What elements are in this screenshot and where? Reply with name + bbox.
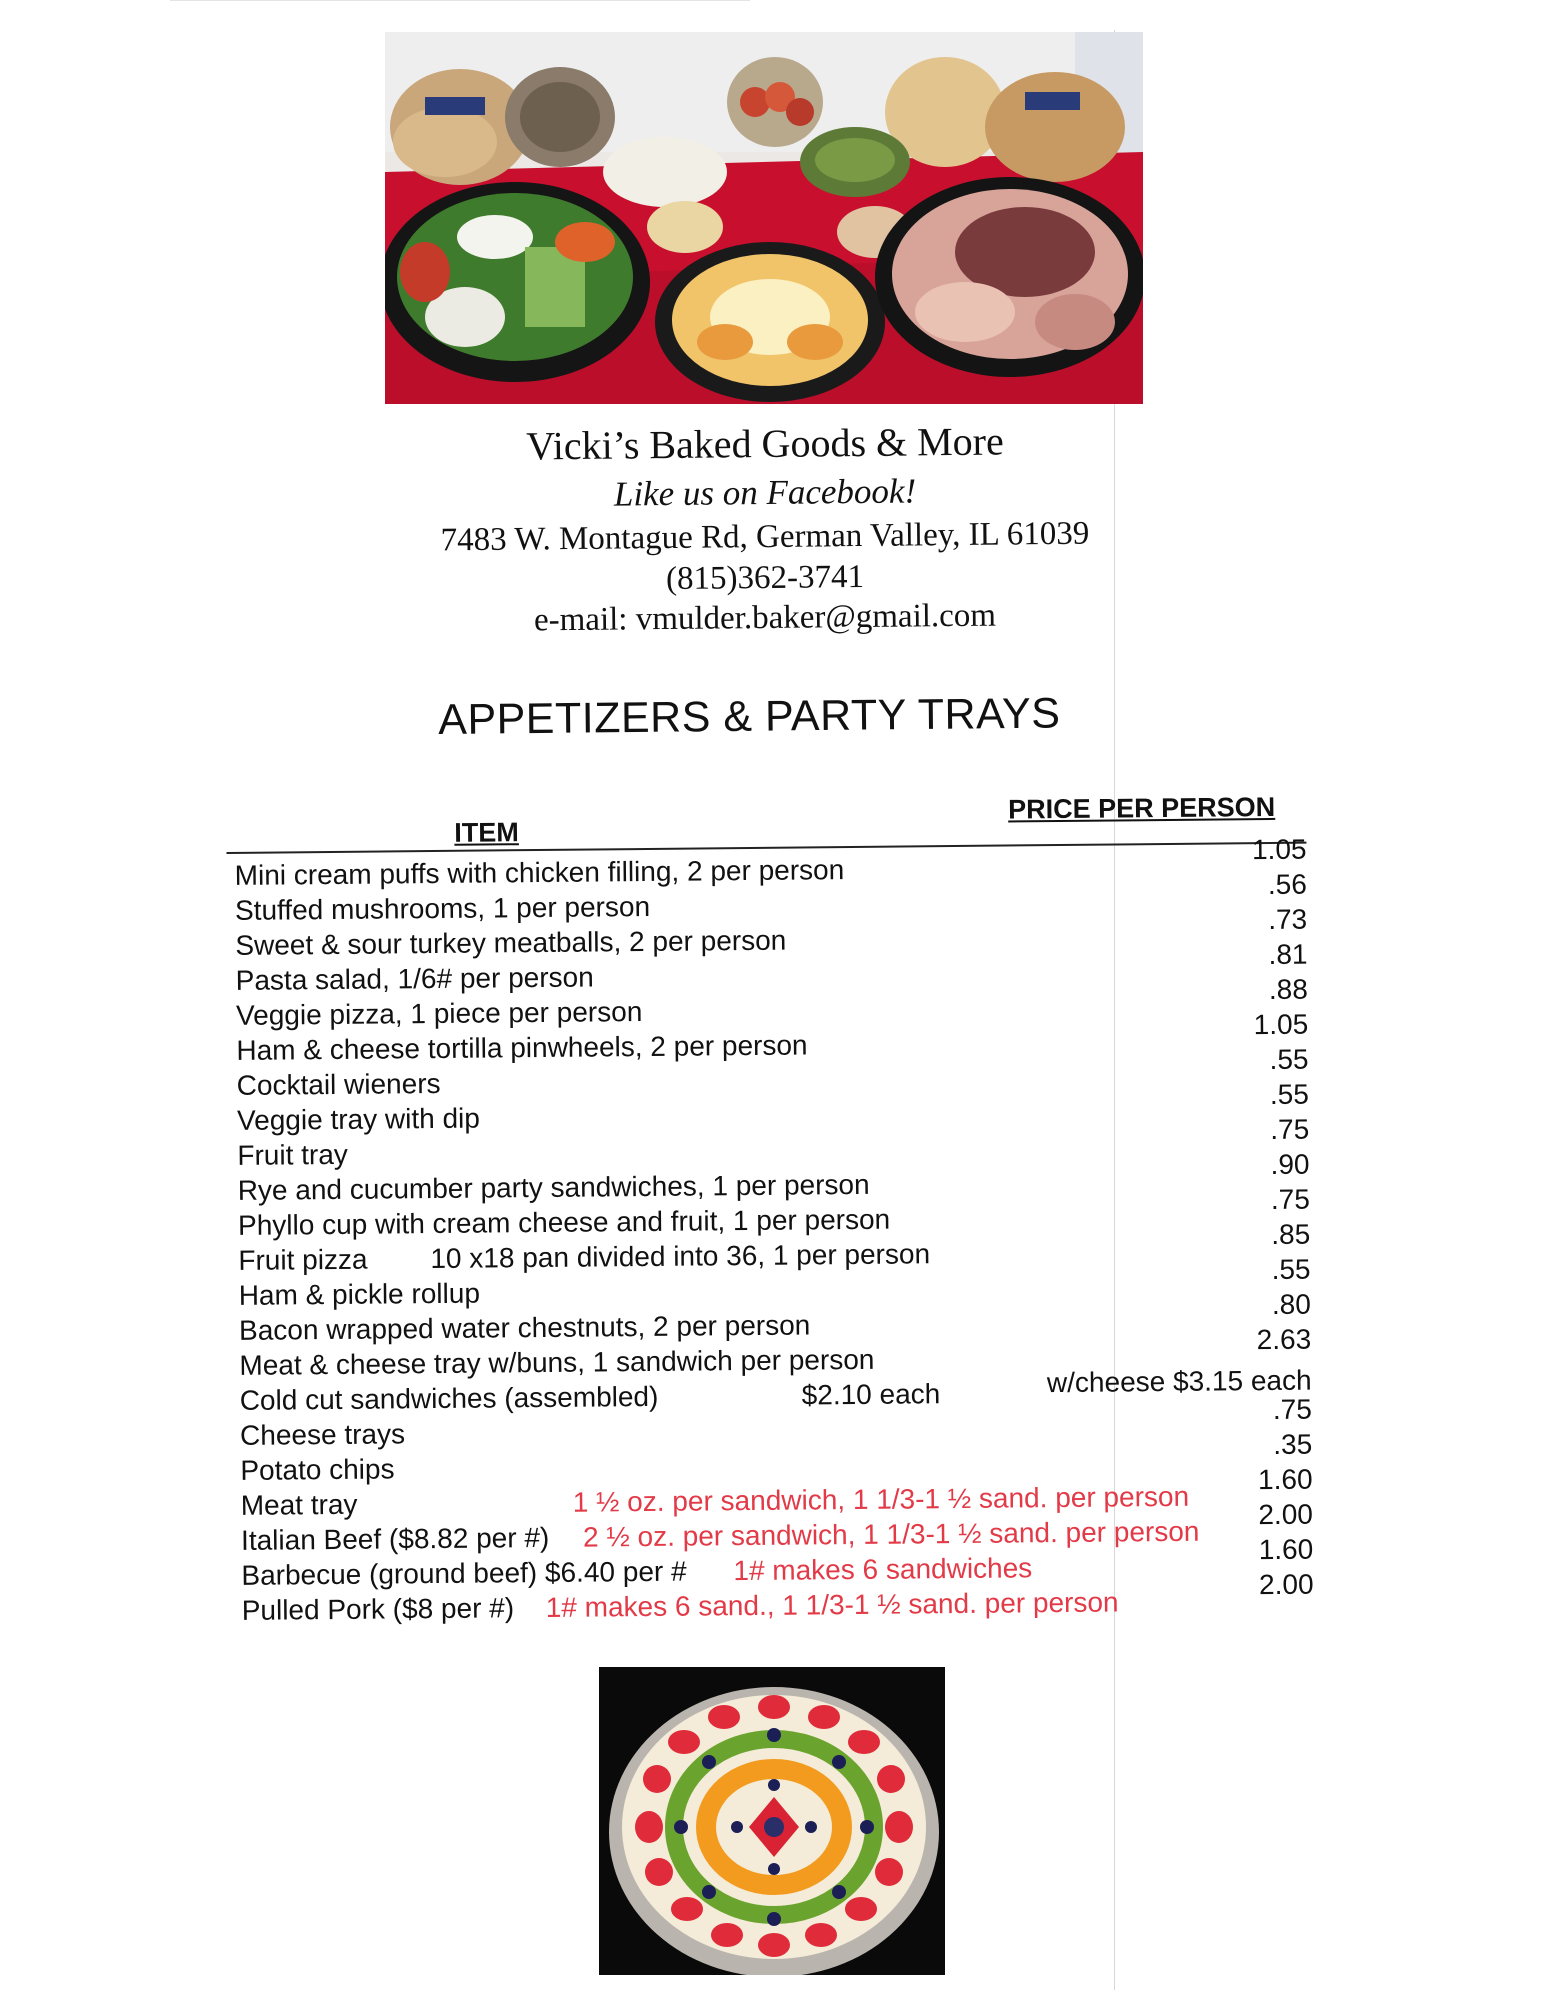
item-price: .35 [1273, 1428, 1313, 1460]
item-name: Bacon wrapped water chestnuts, 2 per person [238, 1309, 811, 1346]
item-name: Veggie tray with dip [236, 1102, 481, 1136]
item-price: 1.05 [1251, 833, 1307, 866]
fruit-pizza-illustration [599, 1667, 945, 1975]
item-price: w/cheese $3.15 each [1046, 1364, 1312, 1399]
item-name: Ham & cheese tortilla pinwheels, 2 per person [236, 1029, 808, 1066]
item-name: Fruit pizza [238, 1243, 368, 1276]
item-name: Meat & cheese tray w/buns, 1 sandwich per person [239, 1343, 875, 1381]
section-title: APPETIZERS & PARTY TRAYS [438, 689, 1061, 744]
item-price: 1.05 [1253, 1008, 1309, 1041]
item-name: Pasta salad, 1/6# per person [235, 961, 594, 996]
item-name: Phyllo cup with cream cheese and fruit, 1 per person [237, 1203, 891, 1241]
item-note: 1# makes 6 sand., 1 1/3-1 ½ sand. per person [545, 1586, 1119, 1623]
business-name: Vicki’s Baked Goods & More [525, 418, 1004, 469]
item-price: .75 [1270, 1183, 1311, 1215]
party-trays-photo [385, 32, 1143, 404]
item-name: Mini cream puffs with chicken filling, 2 per person [234, 854, 845, 891]
item-name: Fruit tray [237, 1138, 349, 1171]
item-price: .55 [1271, 1253, 1311, 1285]
item-note: 1# makes 6 sandwiches [733, 1552, 1033, 1587]
item-price: 2.00 [1258, 1498, 1314, 1531]
business-address: 7483 W. Montague Rd, German Valley, IL 61039 [440, 515, 1090, 559]
item-price: .75 [1272, 1393, 1313, 1425]
business-phone: (815)362-3741 [665, 558, 865, 598]
item-price: 1.60 [1257, 1463, 1313, 1496]
item-name: Barbecue (ground beef) $6.40 per # [241, 1555, 687, 1591]
item-name: Italian Beef ($8.82 per #) [240, 1521, 550, 1556]
item-detail: 10 x18 pan divided into 36, 1 per person [430, 1238, 931, 1275]
item-name: Pulled Pork ($8 per #) [241, 1592, 515, 1626]
item-name: Veggie pizza, 1 piece per person [235, 996, 643, 1031]
item-price: .88 [1268, 973, 1308, 1005]
business-email: e-mail: vmulder.baker@gmail.com [533, 597, 997, 639]
item-name: Cheese trays [239, 1418, 406, 1451]
item-price: 2.63 [1256, 1323, 1312, 1356]
item-name: Ham & pickle rollup [238, 1277, 481, 1311]
item-price: .75 [1270, 1113, 1310, 1145]
facebook-tagline: Like us on Facebook! [613, 471, 917, 514]
item-price: .73 [1268, 903, 1308, 936]
item-name: Meat tray [240, 1488, 358, 1521]
scan-edge-top [170, 0, 750, 1]
table-header [226, 791, 1346, 848]
party-trays-illustration [385, 32, 1143, 404]
item-name: Sweet & sour turkey meatballs, 2 per person [235, 924, 787, 961]
item-name: Cold cut sandwiches (assembled) [239, 1380, 659, 1416]
menu-rows [227, 833, 1354, 1626]
item-detail: $2.10 each [801, 1378, 941, 1411]
item-price: .56 [1267, 868, 1307, 901]
item-price: .90 [1270, 1148, 1310, 1180]
item-name: Rye and cucumber party sandwiches, 1 per person [237, 1168, 870, 1206]
fruit-pizza-photo [599, 1667, 945, 1975]
item-price: .55 [1269, 1043, 1309, 1075]
column-header-price: PRICE PER PERSON [1007, 791, 1276, 825]
item-price: .55 [1269, 1078, 1310, 1110]
item-note: 1 ½ oz. per sandwich, 1 1/3-1 ½ sand. per person [572, 1480, 1190, 1518]
item-name: Cocktail wieners [236, 1067, 441, 1101]
column-header-item: ITEM [454, 817, 519, 848]
item-price: .85 [1271, 1218, 1311, 1250]
item-price: .81 [1268, 938, 1308, 970]
menu-table [226, 791, 1354, 1626]
item-note: 2 ½ oz. per sandwich, 1 1/3-1 ½ sand. per person [582, 1515, 1200, 1553]
item-price: .80 [1271, 1288, 1312, 1320]
item-price: 2.00 [1258, 1568, 1314, 1601]
item-price: 1.60 [1258, 1533, 1314, 1566]
item-name: Potato chips [240, 1453, 395, 1486]
business-header [300, 418, 1230, 638]
item-name: Stuffed mushrooms, 1 per person [234, 890, 651, 926]
